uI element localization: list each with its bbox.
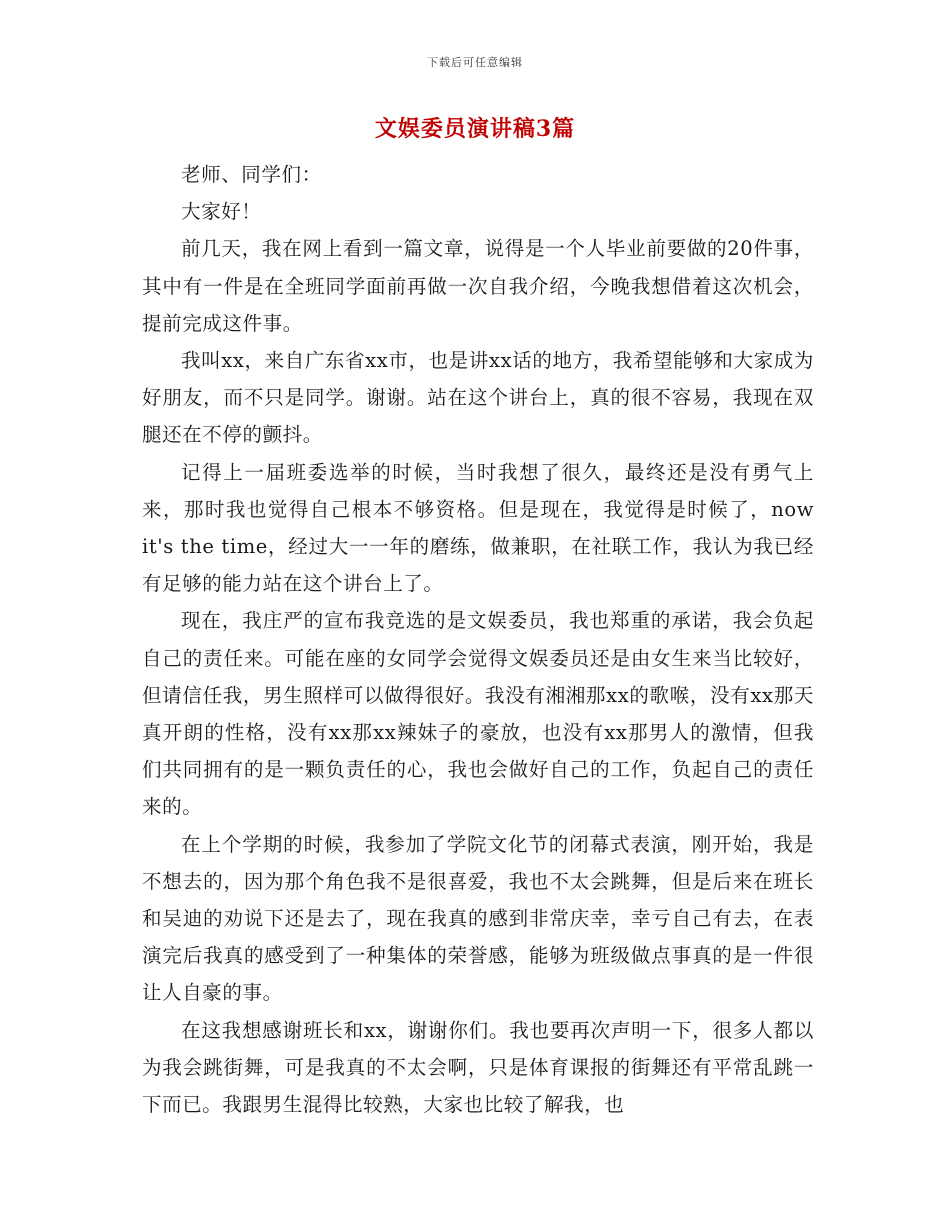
paragraph: 前几天，我在网上看到一篇文章，说得是一个人毕业前要做的20件事，其中有一件是在全班同学面前再做一次自我介绍，今晚我想借着这次机会，提前完成这件事。 bbox=[142, 237, 814, 335]
greeting: 大家好！ bbox=[181, 200, 262, 224]
paragraph: 现在，我庄严的宣布我竞选的是文娱委员，我也郑重的承诺，我会负起自己的责任来。可能在座的女同学会觉得文娱委员还是由女生来当比较好，但请信任我，男生照样可以做得很好。我没有湘湘那xx的歌喉，没有xx那天真开朗的性格，没有xx那xx辣妹子的豪放，也没有xx那男人的激情，但我们共同拥有的是一颗负责任的心，我也会做好自己的工作，负起自己的责任来的。 bbox=[142, 609, 814, 819]
document-body bbox=[142, 156, 814, 1123]
document-title: 文娱委员演讲稿3篇 bbox=[374, 116, 576, 142]
header-note: 下载后可任意编辑 bbox=[427, 56, 523, 69]
salutation: 老师、同学们： bbox=[181, 163, 322, 186]
paragraph: 在这我想感谢班长和xx，谢谢你们。我也要再次声明一下，很多人都以为我会跳街舞，可是我真的不太会啊，只是体育课报的街舞还有平常乱跳一下而已。我跟男生混得比较熟，大家也比较了解我，也 bbox=[142, 1018, 814, 1117]
paragraph: 记得上一届班委选举的时候，当时我想了很久，最终还是没有勇气上来，那时我也觉得自己根本不够资格。但是现在，我觉得是时候了，now it's the time，经过大一一年的磨练，做兼职，在社联工作，我认为我已经有足够的能力站在这个讲台上了。 bbox=[142, 460, 814, 596]
paragraph: 在上个学期的时候，我参加了学院文化节的闭幕式表演，刚开始，我是不想去的，因为那个角色我不是很喜爱，我也不太会跳舞，但是后来在班长和吴迪的劝说下还是去了，现在我真的感到非常庆幸，幸亏自己有去，在表演完后我真的感受到了一种集体的荣誉感，能够为班级做点事真的是一件很让人自豪的事。 bbox=[142, 832, 814, 1005]
paragraph: 我叫xx，来自广东省xx市，也是讲xx话的地方，我希望能够和大家成为好朋友，而不只是同学。谢谢。站在这个讲台上，真的很不容易，我现在双腿还在不停的颤抖。 bbox=[142, 349, 814, 447]
